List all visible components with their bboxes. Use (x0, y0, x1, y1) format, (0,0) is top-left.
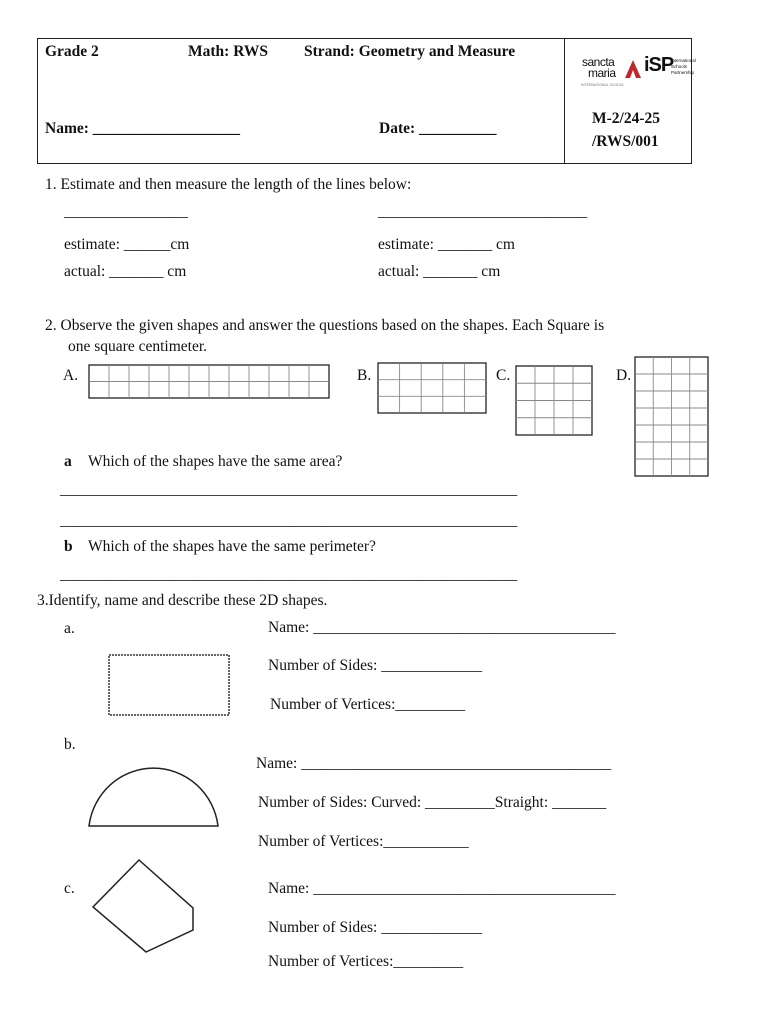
shape-c-label: C. (496, 367, 511, 384)
q1-left-line: ________________ (64, 203, 188, 220)
name-field[interactable]: Name: ___________________ (45, 120, 241, 137)
q3b-sides-field[interactable]: Number of Sides: Curved: _________Straight: _______ (258, 794, 607, 811)
logo-isp: iSP (644, 54, 674, 76)
logo-word-maria: maria (588, 66, 616, 80)
doc-code-line1: M-2/24-25 (592, 110, 661, 127)
q2a-answer-line1[interactable]: ___________________________________________________________ (60, 481, 518, 498)
shape-c-grid (515, 365, 593, 436)
q2b-answer-line[interactable]: ___________________________________________________________ (60, 566, 518, 583)
q3a-name-field[interactable]: Name: _______________________________________ (268, 619, 616, 636)
q2a-letter: a (64, 453, 72, 470)
q1-left-actual-field[interactable]: actual: _______ cm (64, 263, 187, 280)
logo-word-sancta: sancta (582, 55, 615, 69)
q3c-name-field[interactable]: Name: _______________________________________ (268, 880, 616, 897)
q2-prompt-line1: 2. Observe the given shapes and answer the questions based on the shapes. Each Square is (45, 317, 605, 334)
q1-right-actual-field[interactable]: actual: _______ cm (378, 263, 501, 280)
q3b-letter: b. (64, 736, 76, 753)
q3c-sides-field[interactable]: Number of Sides: _____________ (268, 919, 482, 936)
school-logo (578, 52, 696, 100)
q2-prompt-line2: one square centimeter. (68, 338, 208, 355)
logo-isp-sub3: Partnership (671, 70, 695, 75)
logo-isp-sub1: International (671, 58, 696, 63)
q1-left-estimate-field[interactable]: estimate: ______cm (64, 236, 190, 253)
q2a-question: Which of the shapes have the same area? (88, 453, 343, 470)
shape-b-grid (377, 362, 487, 414)
q3-prompt: 3.Identify, name and describe these 2D shapes. (37, 592, 328, 609)
q1-right-line: ___________________________ (378, 203, 588, 220)
pentagon-shape (92, 858, 194, 954)
shape-a-label: A. (63, 367, 79, 384)
date-field[interactable]: Date: __________ (379, 120, 497, 137)
grid-border (378, 363, 486, 413)
logo-mark-icon (623, 58, 643, 80)
header-divider (564, 38, 565, 164)
grade-label: Grade 2 (45, 43, 99, 60)
q1-right-estimate-field[interactable]: estimate: _______ cm (378, 236, 515, 253)
q3c-letter: c. (64, 880, 75, 897)
q3b-vertices-field[interactable]: Number of Vertices:___________ (258, 833, 469, 850)
subject-label: Math: RWS (188, 43, 268, 60)
logo-school-sub: INTERNATIONAL SCHOOL (581, 83, 625, 87)
shape-d-label: D. (616, 367, 632, 384)
q2a-answer-line2[interactable]: ___________________________________________________________ (60, 512, 518, 529)
shape-b-label: B. (357, 367, 372, 384)
semicircle-shape (88, 748, 220, 828)
q1-prompt: 1. Estimate and then measure the length of the lines below: (45, 176, 412, 193)
shape-d-grid (634, 356, 709, 477)
q3a-letter: a. (64, 620, 75, 637)
doc-code-line2: /RWS/001 (592, 133, 659, 150)
q2b-question: Which of the shapes have the same perimeter? (88, 538, 376, 555)
shape-a-grid (88, 364, 330, 399)
q3a-vertices-field[interactable]: Number of Vertices:_________ (270, 696, 466, 713)
strand-label: Strand: Geometry and Measure (304, 43, 516, 60)
logo-isp-sub2: Schools (671, 64, 688, 69)
q3a-sides-field[interactable]: Number of Sides: _____________ (268, 657, 482, 674)
q3b-name-field[interactable]: Name: ________________________________________ (256, 755, 612, 772)
q3c-vertices-field[interactable]: Number of Vertices:_________ (268, 953, 464, 970)
rectangle-shape (108, 654, 233, 718)
q2b-letter: b (64, 538, 73, 555)
